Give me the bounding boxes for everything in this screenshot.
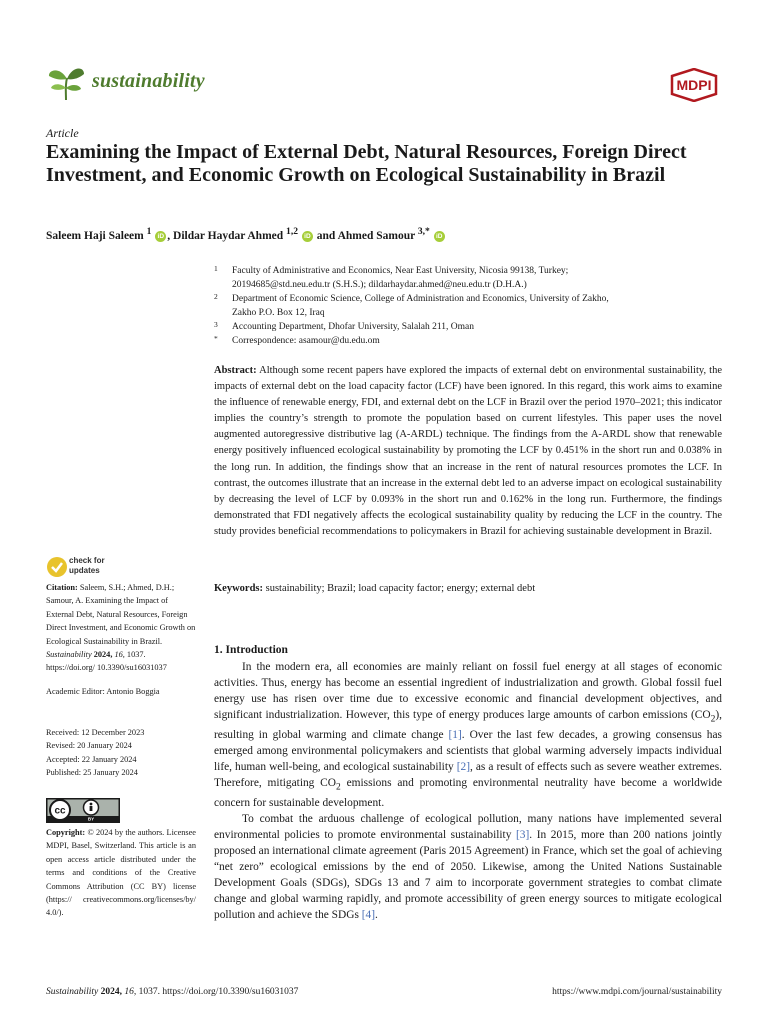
mdpi-logo [666, 68, 722, 102]
citation-journal: Sustainability [46, 650, 92, 660]
paragraph-text: In the modern era, all economies are mainly reliant on fossil fuel energy at all stages of economic activities. Thus, energy has become an essential ingredient of industrialization and growth. Global fossil fuel energy use has risen over time due to excessive economic and financial development objectives, and significant industrialization. However, this type of energy produces large amounts of carbon emissions (CO [214, 661, 722, 721]
affiliation-item [214, 320, 724, 334]
affiliation-number: * [214, 334, 218, 343]
check-for-updates-badge[interactable] [46, 556, 186, 582]
footer-citation [46, 987, 298, 997]
academic-editor: Academic Editor: Antonio Boggia [46, 686, 160, 696]
sustainability-leaf-logo [46, 62, 86, 102]
affiliation-item [214, 334, 724, 348]
citation-link[interactable]: [2] [456, 761, 470, 773]
footer-volume: 16, [124, 987, 137, 997]
section-heading: 1. Introduction [214, 644, 288, 656]
footer-year: 2024, [100, 987, 122, 997]
by-text: BY [87, 816, 95, 822]
footer-doi-link[interactable]: 1037. https://doi.org/10.3390/su16031037 [138, 987, 299, 997]
affiliations [214, 264, 724, 348]
journal-header [46, 62, 722, 106]
page-footer [46, 987, 722, 997]
author-sup: 1 [146, 226, 152, 237]
affiliation-text: Faculty of Administrative and Economics, Near East University, Nicosia 99138, Turkey; [232, 266, 569, 276]
paragraph-text: . Over the last few decades, a growing consensus has emerged among environmental policymakers and scientists that global warming adversely impacts individual life, human well-being, and ecological sustainability [214, 729, 722, 773]
author-list: Saleem Haji Saleem $^1$ iD , Dildar Haydar Ahmed $^{1,2}$ iD and Ahmed Samour $^{3,*}$ iD [46, 226, 726, 242]
affiliation-number: 1 [214, 264, 218, 273]
paragraph-text: , as a result of effects such as severe weather extremes. Therefore, mitigating CO [214, 761, 722, 789]
affiliation-number: 3 [214, 320, 218, 329]
citation-link[interactable]: [1] [448, 729, 462, 742]
mdpi-logo-text: MDPI [676, 77, 712, 93]
copyright-text: © 2024 by the authors. Licensee MDPI, Basel, Switzerland. This article is an open access article distributed under the terms and conditions of the Creative Commons Attribution (CC BY) license (https:// creativecommons.org/licenses/by/ 4.0/). [46, 828, 196, 918]
subscript: 2 [336, 782, 341, 793]
paragraph-text: emissions and promoting environmental neutrality have become a worldwide concern for sustainable development. [214, 776, 722, 810]
affiliation-text[interactable]: 20194685@std.neu.edu.tr (S.H.S.); dildarhaydar.ahmed@neu.edu.tr (D.H.A.) [232, 280, 527, 290]
affiliation-text: Department of Economic Science, College of Administration and Economics, University of Zakho, [232, 294, 609, 304]
abstract-label: Abstract: [214, 365, 257, 376]
keywords [214, 583, 722, 594]
citation-block [46, 581, 196, 698]
keywords-text: sustainability; Brazil; load capacity factor; energy; external debt [265, 583, 536, 594]
paragraph-text: . [375, 908, 378, 921]
copyright-label: Copyright: [46, 828, 86, 837]
introduction-body [214, 660, 722, 924]
check-updates-icon [46, 556, 68, 578]
paragraph-text: ), resulting in global warming and climate change [214, 708, 722, 742]
author-name[interactable]: Ahmed Samour [337, 229, 415, 242]
cc-text: cc [54, 805, 66, 817]
check-updates-line: check for [69, 556, 105, 565]
affiliation-item [214, 292, 724, 320]
orcid-icon[interactable]: iD [155, 231, 166, 242]
author-sup: 1,2 [286, 226, 299, 237]
orcid-icon[interactable]: iD [434, 231, 445, 242]
footer-journal: Sustainability [46, 987, 99, 997]
article-type: Article [46, 126, 79, 140]
citation-text: Saleem, S.H.; Ahmed, D.H.; Samour, A. Examining the Impact of External Debt, Natural Resources, Foreign Direct Investment, and Economic Growth on Ecological Sustainability in Brazil. [46, 583, 196, 646]
abstract [214, 363, 722, 540]
paper-title: Examining the Impact of External Debt, Natural Resources, Foreign Direct Investment, and Economic Growth on Ecological Sustainability in Brazil [46, 141, 687, 186]
check-updates-text [69, 556, 105, 576]
paragraph [214, 660, 722, 812]
paragraph-text: To combat the arduous challenge of ecological pollution, many nations have implemented several environmental policies to promote environmental sustainability [214, 813, 722, 842]
date-revised: Revised: 20 January 2024 [46, 741, 132, 751]
check-updates-line: updates [69, 566, 100, 575]
date-received: Received: 12 December 2023 [46, 728, 145, 737]
date-published: Published: 25 January 2024 [46, 768, 138, 778]
cc-by-license-icon[interactable] [46, 798, 120, 823]
citation-doi[interactable]: 1037. https://doi.org/ 10.3390/su16031037 [46, 650, 167, 673]
copyright-block [46, 826, 196, 920]
keywords-label: Keywords: [214, 583, 263, 594]
citation-volume: 16, [114, 650, 125, 660]
citation-year: 2024, [93, 650, 113, 660]
paragraph-text: . In 2015, more than 200 nations jointly proposed an international climate agreement (Paris 2015 Agreement) in France, which set the goal of achieving “net zero” ecological emissions by the end of 2050. Likewise, among the United Nations Sustainable Development Goals (SDGs), SDGs 13 and 7 aim to incorporate government strategies to combat climate change and global warming rapidly, and promote accessibility of green energy sources to mitigate ecological pollution and achieve the SDGs [214, 829, 722, 921]
dates-block [46, 726, 196, 780]
author-conjunction: and [316, 229, 336, 242]
abstract-text: Although some recent papers have explored the impacts of external debt on environmental sustainability, the impacts of external debt on the load capacity factor (LCF) have been ignored. In this regard, this work aims to examine the influence of renewable energy, FDI, and external debt on the LCF in Brazil over the period 1970–2021; this indicator implies the country’s strength to promote the population based on current lifestyles. This paper uses the novel augmented autoregressive distributive lag (A-ARDL) technique. The findings from the A-ARDL show that renewable energy positively influenced ecological sustainability by promoting the LCF by 0.451% in the short run and 0.038% in the long run. In addition, the findings show that an increase in the rent of natural resources promotes the LCF. In contrast, the outcomes illustrate that an increase in the external debt led to an adverse impact on ecological sustainability by decreasing the level of LCF by 0.093% in the short run and 0.162% in the long run. Furthermore, the findings demonstrated that FDI negatively affects the ecological sustainability quality by reducing the LCF in the country. The study provides beneficial recommendations to policymakers in Brazil for achieving sustainable development in Brazil. [214, 365, 722, 537]
orcid-icon[interactable]: iD [302, 231, 313, 242]
subscript: 2 [710, 714, 716, 725]
affiliation-text: Zakho P.O. Box 12, Iraq [232, 308, 325, 318]
journal-name: sustainability [92, 70, 205, 92]
affiliation-number: 2 [214, 292, 218, 301]
footer-journal-url[interactable]: https://www.mdpi.com/journal/sustainability [552, 987, 722, 997]
citation-label: Citation: [46, 583, 78, 592]
author-name[interactable]: Dildar Haydar Ahmed [173, 229, 284, 242]
date-accepted: Accepted: 22 January 2024 [46, 754, 137, 764]
correspondence-text[interactable]: Correspondence: asamour@du.edu.om [232, 336, 380, 346]
author-sup: 3,* [417, 226, 430, 237]
citation-link[interactable]: [4] [361, 908, 376, 921]
paragraph [214, 812, 722, 924]
affiliation-text: Accounting Department, Dhofar University, Salalah 211, Oman [232, 322, 475, 332]
affiliation-item [214, 264, 724, 292]
author-name[interactable]: Saleem Haji Saleem [46, 229, 144, 242]
citation-link[interactable]: [3] [516, 829, 530, 842]
